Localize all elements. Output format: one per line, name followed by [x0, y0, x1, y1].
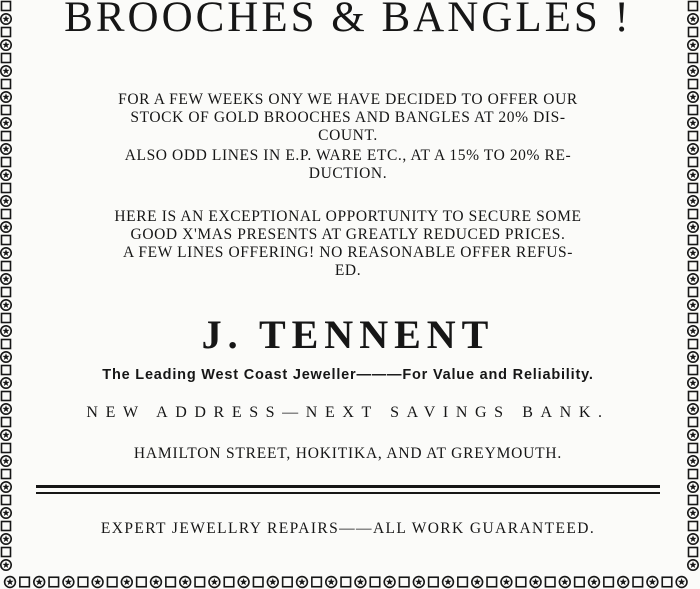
star-circle-ornament [34, 577, 45, 588]
square-ornament [370, 577, 380, 587]
star-circle-ornament [1, 482, 11, 492]
square-ornament [575, 577, 585, 587]
square-ornament [2, 470, 11, 479]
square-ornament [689, 470, 698, 479]
square-ornament [107, 577, 117, 587]
business-name: J. TENNENT [201, 312, 495, 357]
square-ornament [2, 496, 11, 505]
square-ornament [689, 288, 698, 297]
star-circle-ornament [1, 274, 11, 284]
repairs-footer: EXPERT JEWELLRY REPAIRS——ALL WORK GUARANTEED. [100, 520, 596, 537]
square-ornament [689, 522, 698, 531]
star-circle-ornament [688, 300, 698, 310]
square-ornament [166, 577, 176, 587]
star-circle-ornament [688, 326, 698, 336]
square-ornament [2, 184, 11, 193]
star-circle-ornament [5, 577, 16, 588]
square-ornament [2, 80, 11, 89]
square-ornament [689, 80, 698, 89]
star-circle-ornament [1, 196, 11, 206]
square-ornament [689, 210, 698, 219]
paragraph-line: FOR A FEW WEEKS ONY WE HAVE DECIDED TO OFFER OUR [118, 91, 578, 108]
star-circle-ornament [676, 577, 687, 588]
square-ornament [689, 366, 698, 375]
ornamental-border-left [0, 0, 14, 578]
star-circle-ornament [413, 577, 424, 588]
star-circle-ornament [443, 577, 454, 588]
paragraph-line: STOCK OF GOLD BROOCHES AND BANGLES AT 20% DIS- [130, 109, 566, 126]
odd-lines-paragraph [24, 147, 672, 183]
square-ornament [689, 236, 698, 245]
square-ornament [2, 158, 11, 167]
star-circle-ornament [688, 118, 698, 128]
paragraph-line: ALSO ODD LINES IN E.P. WARE ETC., AT A 15% TO 20% RE- [124, 147, 572, 164]
ornamental-border-right [684, 0, 700, 578]
square-ornament [399, 577, 409, 587]
star-circle-ornament [1, 170, 11, 180]
star-circle-ornament [688, 144, 698, 154]
star-circle-ornament [472, 577, 483, 588]
star-circle-ornament [1, 378, 11, 388]
ornamental-border-bottom [0, 575, 700, 589]
square-ornament [633, 577, 643, 587]
square-ornament [2, 2, 11, 11]
square-ornament [689, 392, 698, 401]
square-ornament [516, 577, 526, 587]
headline: BROOCHES & BANGLES ! [64, 0, 632, 41]
divider-rule-thick [36, 485, 660, 488]
square-ornament [137, 577, 147, 587]
star-circle-ornament [1, 118, 11, 128]
star-circle-ornament [501, 577, 512, 588]
square-ornament [689, 314, 698, 323]
square-ornament [2, 548, 11, 557]
star-circle-ornament [688, 560, 698, 570]
square-ornament [689, 54, 698, 63]
street-line: HAMILTON STREET, HOKITIKA, AND AT GREYMOUTH. [133, 445, 563, 462]
square-ornament [689, 184, 698, 193]
square-ornament [2, 210, 11, 219]
star-circle-ornament [688, 66, 698, 76]
star-circle-ornament [297, 577, 308, 588]
square-ornament [487, 577, 497, 587]
star-circle-ornament [1, 222, 11, 232]
square-ornament [49, 577, 59, 587]
opportunity-paragraph [24, 208, 672, 280]
star-circle-ornament [121, 577, 132, 588]
square-ornament [2, 262, 11, 271]
star-circle-ornament [326, 577, 337, 588]
square-ornament [2, 392, 11, 401]
star-circle-ornament [1, 534, 11, 544]
paragraph-line: HERE IS AN EXCEPTIONAL OPPORTUNITY TO SECURE SOME [114, 208, 582, 225]
paragraph-line: DUCTION. [308, 165, 388, 182]
star-circle-ornament [688, 274, 698, 284]
star-circle-ornament [1, 560, 11, 570]
square-ornament [224, 577, 234, 587]
divider-rule-thin [36, 492, 660, 494]
star-circle-ornament [1, 66, 11, 76]
star-circle-ornament [688, 40, 698, 50]
square-ornament [689, 444, 698, 453]
star-circle-ornament [688, 170, 698, 180]
square-ornament [545, 577, 555, 587]
square-ornament [195, 577, 205, 587]
star-circle-ornament [1, 456, 11, 466]
star-circle-ornament [151, 577, 162, 588]
star-circle-ornament [180, 577, 191, 588]
star-circle-ornament [688, 196, 698, 206]
square-ornament [2, 522, 11, 531]
square-ornament [689, 28, 698, 37]
square-ornament [253, 577, 263, 587]
star-circle-ornament [1, 404, 11, 414]
square-ornament [2, 54, 11, 63]
paragraph-line: A FEW LINES OFFERING! NO REASONABLE OFFER REFUS- [122, 244, 574, 261]
square-ornament [312, 577, 322, 587]
paragraph-line: ED. [334, 262, 362, 279]
paragraph-line: COUNT. [318, 127, 378, 144]
paragraph-line: GOOD X'MAS PRESENTS AT GREATLY REDUCED PRICES. [130, 226, 566, 243]
star-circle-ornament [1, 248, 11, 258]
square-ornament [429, 577, 439, 587]
star-circle-ornament [1, 40, 11, 50]
star-circle-ornament [559, 577, 570, 588]
square-ornament [2, 288, 11, 297]
square-ornament [2, 28, 11, 37]
square-ornament [2, 132, 11, 141]
star-circle-ornament [92, 577, 103, 588]
star-circle-ornament [688, 14, 698, 24]
square-ornament [78, 577, 88, 587]
star-circle-ornament [688, 404, 698, 414]
square-ornament [689, 2, 698, 11]
square-ornament [20, 577, 30, 587]
star-circle-ornament [1, 300, 11, 310]
square-ornament [689, 158, 698, 167]
star-circle-ornament [589, 577, 600, 588]
star-circle-ornament [688, 248, 698, 258]
square-ornament [604, 577, 614, 587]
star-circle-ornament [238, 577, 249, 588]
square-ornament [283, 577, 293, 587]
square-ornament [2, 366, 11, 375]
square-ornament [2, 236, 11, 245]
star-circle-ornament [688, 534, 698, 544]
star-circle-ornament [688, 482, 698, 492]
square-ornament [689, 340, 698, 349]
star-circle-ornament [1, 508, 11, 518]
square-ornament [2, 418, 11, 427]
square-ornament [689, 262, 698, 271]
star-circle-ornament [647, 577, 658, 588]
tagline: The Leading West Coast Jeweller———For Value and Reliability. [102, 367, 594, 383]
star-circle-ornament [688, 508, 698, 518]
square-ornament [2, 340, 11, 349]
address-line: NEW ADDRESS—NEXT SAVINGS BANK. [86, 404, 610, 421]
star-circle-ornament [209, 577, 220, 588]
square-ornament [689, 496, 698, 505]
square-ornament [689, 132, 698, 141]
square-ornament [2, 106, 11, 115]
star-circle-ornament [530, 577, 541, 588]
star-circle-ornament [63, 577, 74, 588]
star-circle-ornament [688, 92, 698, 102]
star-circle-ornament [688, 352, 698, 362]
star-circle-ornament [688, 222, 698, 232]
star-circle-ornament [384, 577, 395, 588]
star-circle-ornament [1, 144, 11, 154]
star-circle-ornament [1, 14, 11, 24]
star-circle-ornament [1, 92, 11, 102]
square-ornament [662, 577, 672, 587]
star-circle-ornament [688, 456, 698, 466]
star-circle-ornament [1, 430, 11, 440]
star-circle-ornament [618, 577, 629, 588]
star-circle-ornament [355, 577, 366, 588]
star-circle-ornament [688, 430, 698, 440]
star-circle-ornament [1, 326, 11, 336]
square-ornament [689, 548, 698, 557]
square-ornament [689, 106, 698, 115]
square-ornament [2, 444, 11, 453]
star-circle-ornament [267, 577, 278, 588]
star-circle-ornament [688, 378, 698, 388]
offer-paragraph [24, 91, 672, 145]
square-ornament [458, 577, 468, 587]
square-ornament [689, 418, 698, 427]
square-ornament [2, 314, 11, 323]
square-ornament [341, 577, 351, 587]
star-circle-ornament [1, 352, 11, 362]
